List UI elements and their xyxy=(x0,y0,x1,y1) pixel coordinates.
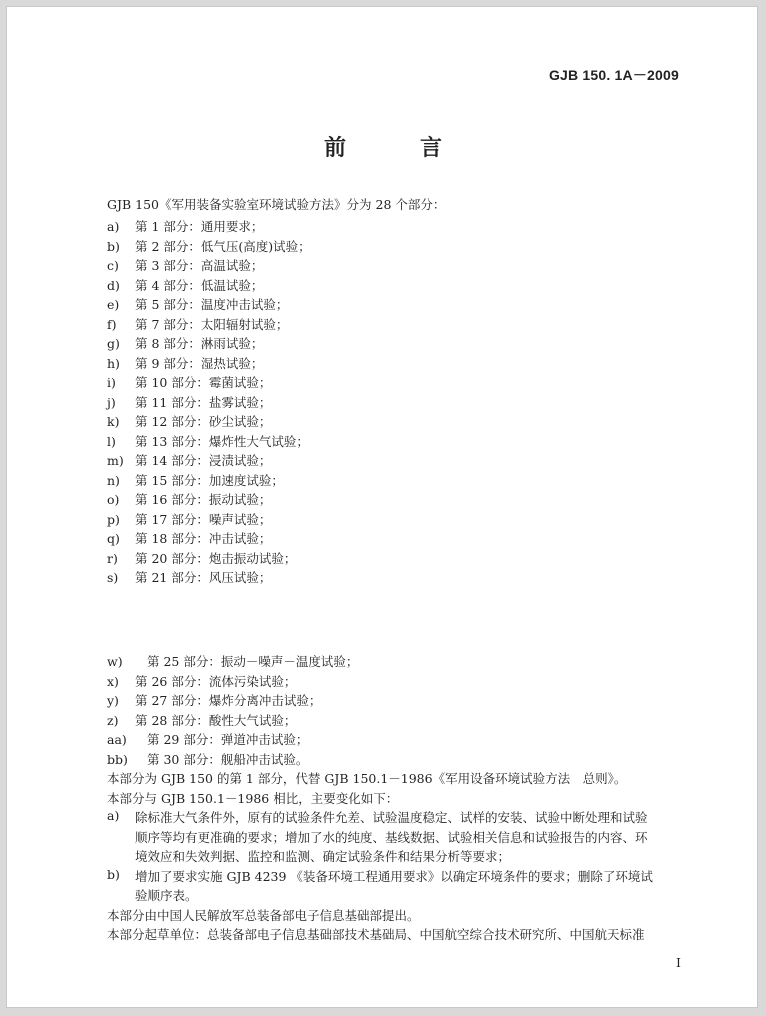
body-text xyxy=(107,769,707,945)
list-item: bb) 第 30 部分：舰船冲击试验。 xyxy=(107,751,309,767)
list-item: n) 第 15 部分：加速度试验； xyxy=(107,472,284,488)
change-item-b: b) 增加了要求实施 GJB 4239 《装备环境工程通用要求》以确定环境条件的要求；删除了环境试 验顺序表。 xyxy=(107,866,653,903)
page-number: I xyxy=(676,955,681,970)
list-item: a) 第 1 部分：通用要求； xyxy=(107,219,264,234)
page-title: 前 言 xyxy=(323,135,468,161)
list-item: k) 第 12 部分：砂尘试验； xyxy=(107,414,272,429)
list-item: i) 第 10 部分：霉菌试验； xyxy=(107,375,272,390)
drafters-paragraph: 本部分起草单位：总装备部电子信息基础部技术基础局、中国航空综合技术研究所、中国航天标准 xyxy=(107,927,645,942)
change-item-a: a) 除标准大气条件外，原有的试验条件允差、试验温度稳定、试样的安装、试验中断处理和试验 顺序等均有更准确的要求；增加了水的纯度、基线数据、试验相关信息和试验报告的内容、环 境效应和失效判据、监控和监测、确定试验条件和结果分析等要求； xyxy=(107,808,648,864)
list-item: j) 第 11 部分：盐雾试验； xyxy=(107,394,272,410)
list-item: r) 第 20 部分：炮击振动试验； xyxy=(107,550,297,566)
list-item: h) 第 9 部分：湿热试验； xyxy=(107,355,264,371)
proposed-paragraph: 本部分由中国人民解放军总装备部电子信息基础部提出。 xyxy=(107,907,420,923)
list-item: w) 第 25 部分：振动－噪声－温度试验； xyxy=(107,654,359,669)
list-item: d) 第 4 部分：低温试验； xyxy=(107,277,264,293)
intro-paragraph: GJB 150《军用装备实验室环境试验方法》分为 28 个部分： xyxy=(107,197,446,212)
document-page xyxy=(6,6,758,1008)
compare-paragraph: 本部分与 GJB 150.1－1986 相比，主要变化如下： xyxy=(107,790,399,806)
parts-list-1 xyxy=(107,217,311,588)
list-item: e) 第 5 部分：温度冲击试验； xyxy=(107,297,289,312)
list-item: g) 第 8 部分：淋雨试验； xyxy=(107,336,264,351)
list-item: s) 第 21 部分：风压试验； xyxy=(107,570,272,585)
list-item: p) 第 17 部分：噪声试验； xyxy=(107,511,272,527)
list-item: m) 第 14 部分：浸渍试验； xyxy=(107,453,272,468)
list-item: f) 第 7 部分：太阳辐射试验； xyxy=(107,316,289,332)
list-item: x) 第 26 部分：流体污染试验； xyxy=(107,673,297,689)
parts-list-2 xyxy=(107,652,358,769)
replaces-paragraph: 本部分为 GJB 150 的第 1 部分，代替 GJB 150.1－1986《军用设备环境试验方法 总则》。 xyxy=(107,771,627,786)
document-id: GJB 150. 1A－2009 xyxy=(548,67,679,83)
list-item: l) 第 13 部分：爆炸性大气试验； xyxy=(107,433,309,449)
list-item: c) 第 3 部分：高温试验； xyxy=(107,258,264,273)
list-item: y) 第 27 部分：爆炸分离冲击试验； xyxy=(107,693,322,708)
list-item: o) 第 16 部分：振动试验； xyxy=(107,492,272,507)
list-item: z) 第 28 部分：酸性大气试验； xyxy=(107,712,297,728)
list-item: q) 第 18 部分：冲击试验； xyxy=(107,531,272,546)
list-item: b) 第 2 部分：低气压(高度)试验； xyxy=(107,238,311,254)
list-item: aa) 第 29 部分：弹道冲击试验； xyxy=(107,732,309,747)
